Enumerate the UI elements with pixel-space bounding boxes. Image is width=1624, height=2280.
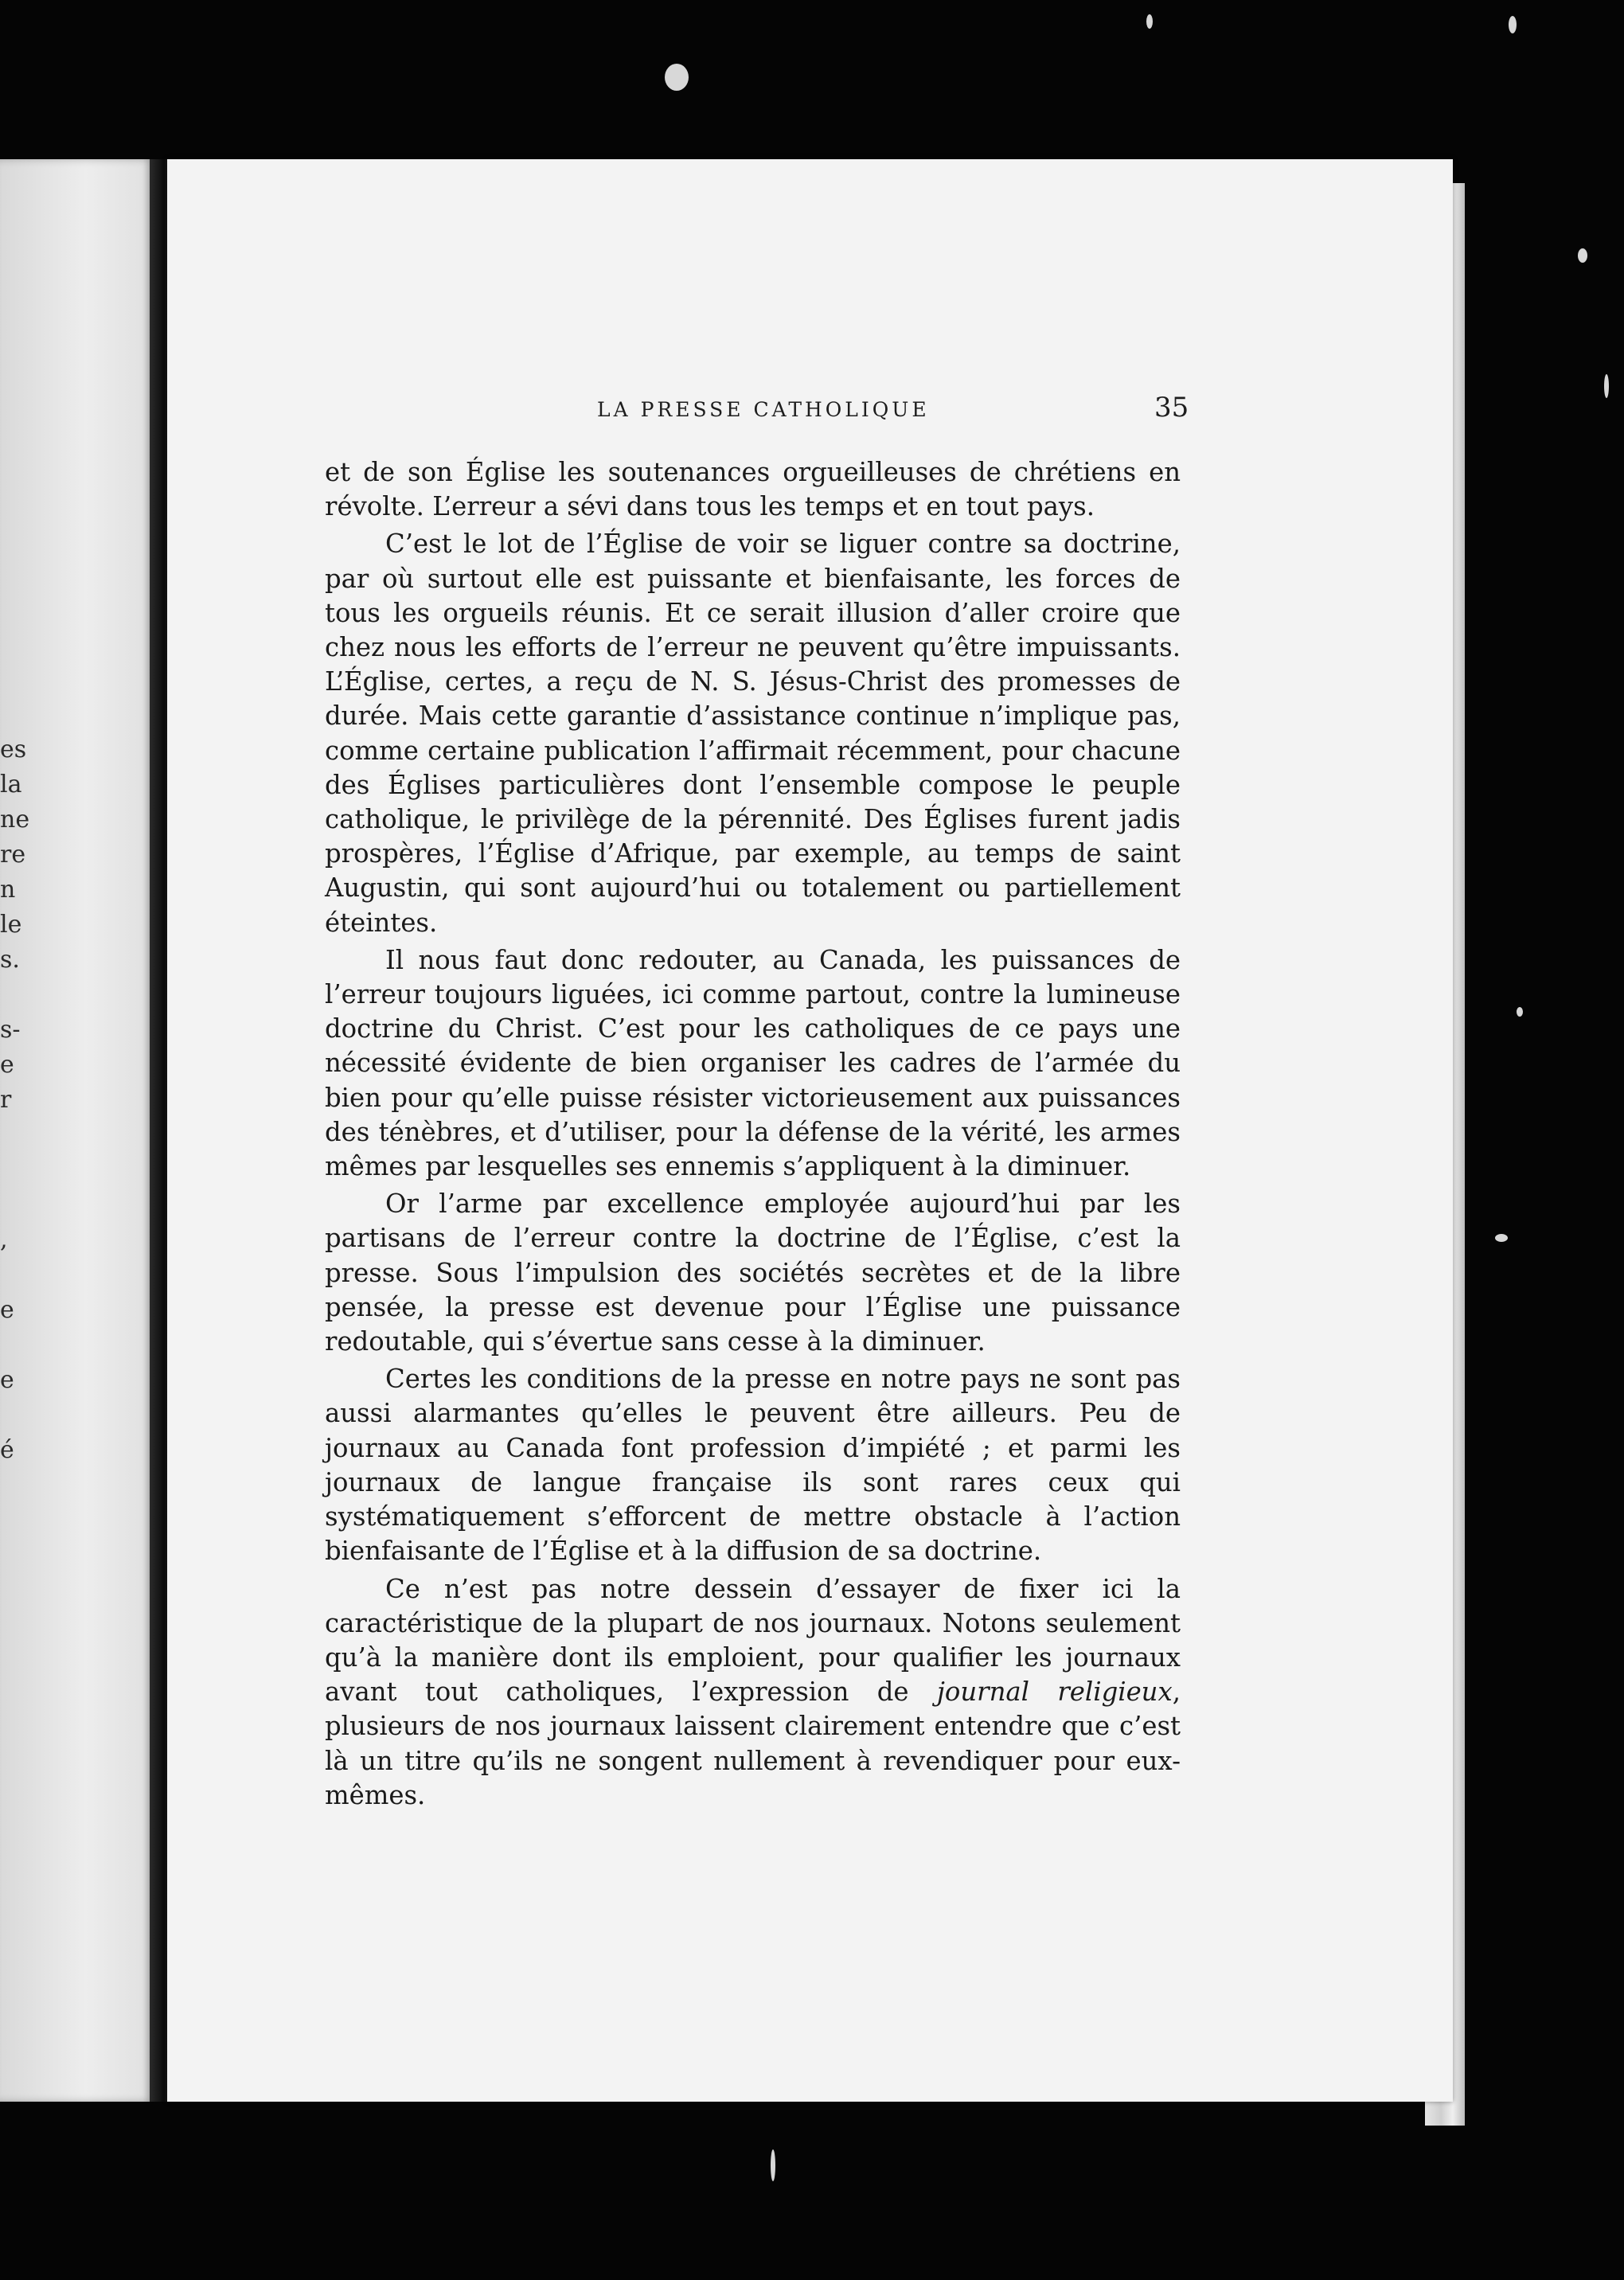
paragraph (325, 455, 1181, 524)
paragraph (325, 943, 1181, 1184)
facing-page-fragment (0, 1328, 24, 1363)
facing-page-fragment: s- (0, 1016, 21, 1044)
running-head: LA PRESSE CATHOLIQUE (597, 398, 930, 421)
facing-page-fragment: es (0, 736, 27, 763)
dust-speck (1509, 16, 1517, 33)
dust-speck (1495, 1234, 1508, 1242)
paragraph (325, 1572, 1181, 1813)
facing-page-fragment (0, 1398, 24, 1433)
paragraph (325, 1187, 1181, 1359)
facing-page-fragment: é (0, 1436, 14, 1464)
paragraph (325, 527, 1181, 939)
facing-page-fragment: e (0, 1296, 14, 1324)
dust-speck (1604, 374, 1609, 398)
italic-text: journal religieux (936, 1677, 1173, 1708)
facing-page-fragment: , (0, 1226, 8, 1254)
text-run: , plusieurs de nos journaux laissent clairement entendre que c’est là un titre qu’ils ne songent nullement à revendiquer pour eux-mêmes. (325, 1677, 1181, 1810)
facing-page-fragment: e (0, 1051, 14, 1079)
facing-page-fragment: ne (0, 806, 30, 834)
facing-page-fragment: s. (0, 946, 20, 974)
text-run: Il nous faut donc redouter, au Canada, les puissances de l’erreur toujours liguées, ici comme partout, contre la lumineuse doctrine du Christ. C’est pour les catholiques de ce pays une nécessité évidente de bien organiser les cadres de l’armée du bien pour qu’elle puisse résister victorieusement aux puissances des ténèbres, et d’utiliser, pour la défense de la vérité, les armes mêmes par lesquelles ses ennemis s’appliquent à la diminuer. (325, 944, 1181, 1182)
dust-speck (771, 2149, 775, 2181)
facing-page-fragment: la (0, 771, 22, 798)
paragraph (325, 1362, 1181, 1568)
facing-page-edge (0, 159, 155, 2102)
facing-page-fragment: le (0, 911, 22, 939)
facing-page-line-fragments (0, 732, 30, 1468)
text-run: Or l’arme par excellence employée aujourd’hui par les partisans de l’erreur contre la doctrine de l’Église, c’est la presse. Sous l’impulsion des sociétés secrètes et de la libre pensée, la presse est devenue pour l’Église une puissance redoutable, qui s’évertue sans cesse à la diminuer. (325, 1189, 1181, 1357)
text-run: Ce n’est pas notre dessein d’essayer de fixer ici la caractéristique de la plupart de nos journaux. Notons seulement qu’à la manière dont ils emploient, pour qualifier les journaux avant tout catholiques, l’expression de (325, 1573, 1181, 1708)
dust-speck (1146, 14, 1153, 29)
facing-page-fragment: r (0, 1086, 12, 1114)
text-run: Certes les conditions de la presse en notre pays ne sont pas aussi alarmantes qu’elles le peuvent être ailleurs. Peu de journaux au Canada font profession d’impiété ; et parmi les journaux de langue française ils sont rares ceux qui systématiquement s’efforcent de mettre obstacle à l’action bienfaisante de l’Église et à la diffusion de sa doctrine. (325, 1364, 1181, 1567)
text-run: C’est le lot de l’Église de voir se liguer contre sa doctrine, par où surtout elle est puissante et bienfaisante, les forces de tous les orgueils réunis. Et ce serait illusion d’aller croire que chez nous les efforts de l’erreur ne peuvent qu’être impuissants. L’Église, certes, a reçu de N. S. Jésus-Christ des promesses de durée. Mais cette garantie d’assistance continue n’implique pas, comme certaine publication l’affirmait récemment, pour chacune des Églises particulières dont l’ensemble compose le peuple catholique, le privilège de la pérennité. Des Églises furent jadis prospères, l’Église d’Afrique, par exemple, au temps de saint Augustin, qui sont aujourd’hui ou totalement ou partiellement éteintes. (325, 529, 1181, 938)
facing-page-fragment (0, 1118, 24, 1153)
facing-page-fragment: n (0, 876, 16, 904)
facing-page-fragment (0, 1188, 24, 1223)
facing-page-fragment (0, 1258, 24, 1293)
body-text (325, 455, 1181, 1816)
dust-speck (1578, 248, 1587, 263)
facing-page-fragment (0, 978, 24, 1013)
dust-speck (1517, 1007, 1523, 1017)
dust-speck (665, 64, 689, 91)
facing-page-fragment: e (0, 1366, 14, 1394)
page-number: 35 (1154, 392, 1189, 424)
facing-page-fragment: re (0, 841, 26, 869)
text-run: et de son Église les soutenances orgueilleuses de chrétiens en révolte. L’erreur a sévi dans tous les temps et en tout pays. (325, 457, 1181, 522)
facing-page-fragment (0, 1153, 24, 1188)
